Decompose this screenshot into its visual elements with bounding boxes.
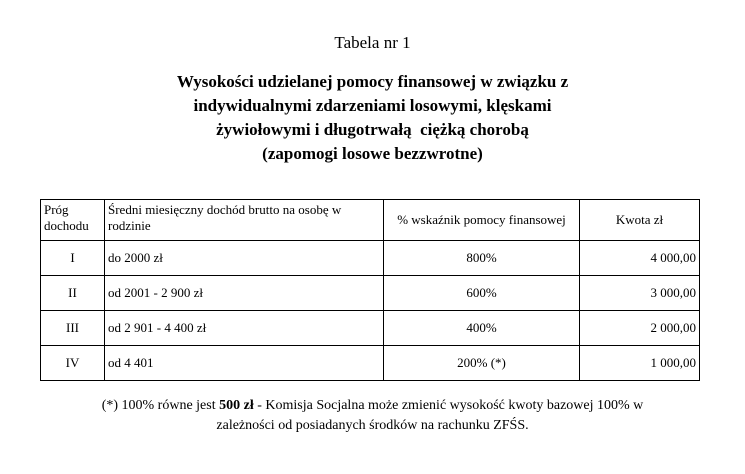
header-amount: Kwota zł bbox=[580, 200, 700, 241]
cell-amount: 1 000,00 bbox=[580, 346, 700, 381]
table-row bbox=[41, 276, 700, 311]
heading-line: Wysokości udzielanej pomocy finansowej w związku z bbox=[176, 72, 569, 91]
cell-income: do 2000 zł bbox=[105, 241, 384, 276]
cell-amount: 3 000,00 bbox=[580, 276, 700, 311]
financial-aid-table bbox=[40, 199, 700, 381]
cell-threshold: I bbox=[41, 241, 105, 276]
table-row bbox=[41, 241, 700, 276]
table-label: Tabela nr 1 bbox=[334, 33, 411, 52]
cell-percent: 200% (*) bbox=[384, 346, 580, 381]
heading-line: indywidualnymi zdarzeniami losowymi, klęskami bbox=[193, 96, 552, 115]
cell-threshold: III bbox=[41, 311, 105, 346]
header-percent: % wskaźnik pomocy finansowej bbox=[384, 200, 580, 241]
heading-line: (zapomogi losowe bezzwrotne) bbox=[262, 144, 483, 163]
cell-income: od 2001 - 2 900 zł bbox=[105, 276, 384, 311]
table-row bbox=[41, 311, 700, 346]
table-row bbox=[41, 346, 700, 381]
cell-percent: 800% bbox=[384, 241, 580, 276]
cell-threshold: IV bbox=[41, 346, 105, 381]
footnote-base-amount: 500 zł bbox=[219, 398, 254, 413]
document-heading bbox=[0, 70, 745, 166]
heading-line: żywiołowymi i długotrwałą ciężką chorobą bbox=[216, 120, 529, 139]
header-threshold: Próg dochodu bbox=[41, 200, 105, 241]
cell-amount: 4 000,00 bbox=[580, 241, 700, 276]
footnote-line-1 bbox=[0, 396, 745, 416]
cell-income: od 4 401 bbox=[105, 346, 384, 381]
footnote-line-1-rest: - Komisja Socjalna może zmienić wysokość kwoty bazowej 100% w bbox=[253, 398, 644, 413]
cell-income: od 2 901 - 4 400 zł bbox=[105, 311, 384, 346]
footnote-prefix: (*) 100% równe jest bbox=[101, 398, 220, 413]
header-income: Średni miesięczny dochód brutto na osobę w rodzinie bbox=[105, 200, 384, 241]
cell-amount: 2 000,00 bbox=[580, 311, 700, 346]
footnote bbox=[0, 396, 745, 436]
footnote-line-2: zależności od posiadanych środków na rachunku ZFŚS. bbox=[216, 418, 529, 433]
table-header-row bbox=[41, 200, 700, 241]
cell-threshold: II bbox=[41, 276, 105, 311]
cell-percent: 400% bbox=[384, 311, 580, 346]
cell-percent: 600% bbox=[384, 276, 580, 311]
